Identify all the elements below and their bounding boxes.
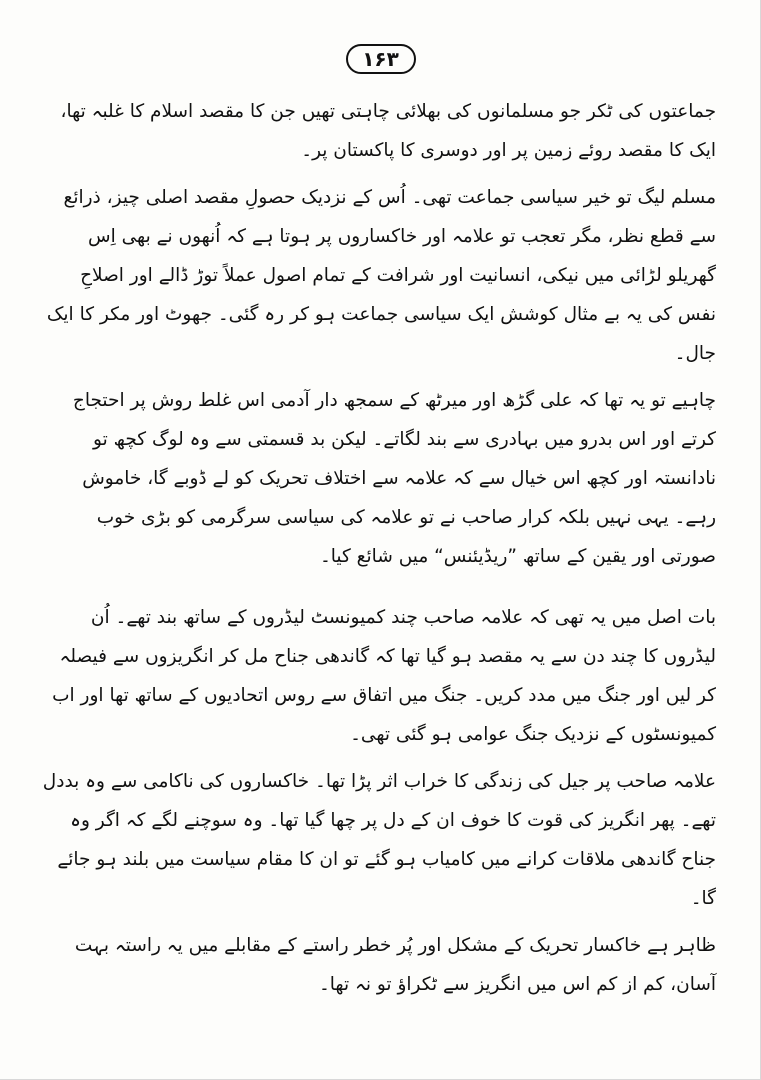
body-text bbox=[40, 92, 716, 1012]
page-number-container bbox=[0, 44, 761, 74]
paragraph-4: بات اصل میں یہ تھی کہ علامہ صاحب چند کمیونسٹ لیڈروں کے ساتھ بند تھے۔ اُن لیڈروں کا چند دن سے یہ مقصد ہو گیا تھا کہ گاندھی جناح مل کر انگریزوں سے فیصلہ کر لیں اور جنگ میں مدد کریں۔ جنگ میں اتفاق سے روس اتحادیوں کے ساتھ تھا اور اب کمیونسٹوں کے نزدیک جنگ عوامی ہو گئی تھی۔ bbox=[52, 607, 716, 745]
paragraph-1: جماعتوں کی ٹکر جو مسلمانوں کی بھلائی چاہتی تھیں جن کا مقصد اسلام کا غلبہ تھا، ایک کا مقصد روئے زمین پر اور دوسری کا پاکستان پر۔ bbox=[60, 101, 716, 161]
paragraph-6: ظاہر ہے خاکسار تحریک کے مشکل اور پُر خطر راستے کے مقابلے میں یہ راستہ بہت آسان، کم از کم اس میں انگریز سے ٹکراؤ تو نہ تھا۔ bbox=[74, 935, 716, 995]
page-number: ۱۶۳ bbox=[346, 44, 416, 74]
paragraph-5: علامہ صاحب پر جیل کی زندگی کا خراب اثر پڑا تھا۔ خاکساروں کی ناکامی سے وہ بددل تھے۔ پھر انگریز کی قوت کا خوف ان کے دل پر چھا گیا تھا۔ وہ سوچنے لگے کہ اگر وہ جناح گاندھی ملاقات کرانے میں کامیاب ہو گئے تو ان کا مقام سیاست میں بلند ہو جائے گا۔ bbox=[42, 771, 716, 909]
paragraph-2: مسلم لیگ تو خیر سیاسی جماعت تھی۔ اُس کے نزدیک حصولِ مقصد اصلی چیز، ذرائع سے قطع نظر، مگر تعجب تو علامہ اور خاکساروں پر ہوتا ہے کہ اُنھوں نے بھی اِس گھریلو لڑائی میں نیکی، انسانیت اور شرافت کے تمام اصول عملاً توڑ ڈالے اور اصلاحِ نفس کی یہ بے مثال کوشش ایک سیاسی جماعت ہو کر رہ گئی۔ جھوٹ اور مکر کا ایک جال۔ bbox=[46, 187, 716, 364]
paragraph-3: چاہیے تو یہ تھا کہ علی گڑھ اور میرٹھ کے سمجھ دار آدمی اس غلط روش پر احتجاج کرتے اور اس بدرو میں بہادری سے بند لگاتے۔ لیکن بد قسمتی سے وہ لوگ کچھ تو نادانستہ اور کچھ اس خیال سے کہ علامہ سے اختلاف تحریک کو لے ڈوبے گا، خاموش رہے۔ یہی نہیں بلکہ کرار صاحب نے تو علامہ کی سیاسی سرگرمی کو بڑی خوب صورتی اور یقین کے ساتھ ”ریڈیئنس“ میں شائع کیا۔ bbox=[72, 390, 716, 567]
